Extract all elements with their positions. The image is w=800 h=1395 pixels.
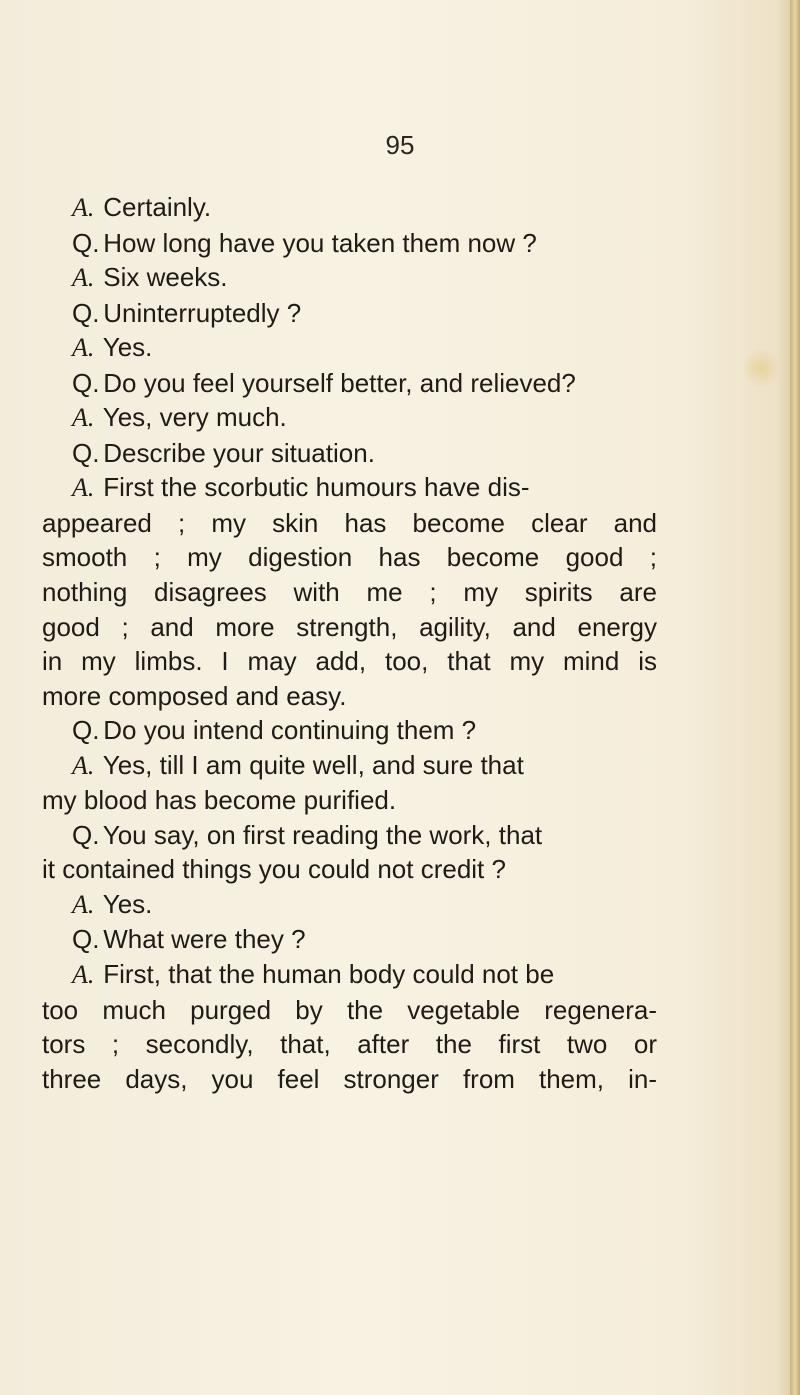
line-16 [42,713,657,748]
line-04 [42,296,657,331]
speaker-label: Q. [72,367,100,398]
line-10: appeared ; my skin has become clear and [42,507,657,538]
speaker-label: Q. [72,437,100,468]
line-15: more composed and easy. [42,680,347,711]
speaker-label: Q. [72,819,100,850]
speaker-label: A. [72,889,95,919]
paper-stain [744,345,778,391]
line-text: Six weeks. [103,262,228,293]
line-text: Yes. [102,332,153,363]
line-text: Yes. [102,888,153,919]
line-text: You say, on first reading the work, that [102,819,543,850]
speaker-label: A. [72,473,95,503]
line-14: in my limbs. I may add, too, that my mind is [42,646,657,677]
line-07 [42,400,657,436]
speaker-label: A. [72,333,95,363]
line-text: Do you intend continuing them ? [103,715,477,746]
speaker-label: Q. [72,227,100,258]
line-02 [42,226,657,261]
speaker-label: Q. [72,297,100,328]
line-24: too much purged by the vegetable regenera- [42,994,657,1025]
line-26: three days, you feel stronger from them, in- [42,1063,657,1094]
line-12: nothing disagrees with me ; my spirits are [42,577,657,608]
line-18: my blood has become purified. [42,785,397,816]
line-09 [42,470,657,506]
page-number: 95 [385,130,415,160]
line-text: First, that the human body could not be [103,959,555,990]
line-19 [42,818,657,853]
line-05 [42,330,657,366]
speaker-label: Q. [72,924,100,955]
line-23 [42,957,657,993]
line-03 [42,260,657,296]
line-08 [42,436,657,471]
line-01 [42,190,657,226]
line-text: Yes, very much. [102,402,287,433]
line-text: What were they ? [103,924,306,955]
line-text: First the scorbutic humours have dis- [103,472,530,503]
line-text: How long have you taken them now ? [103,227,537,258]
speaker-label: A. [72,263,95,293]
speaker-label: A. [72,750,95,780]
line-06 [42,366,657,401]
page-edge [790,0,800,1395]
line-13: good ; and more strength, agility, and energy [42,611,657,642]
line-22 [42,922,657,957]
line-20: it contained things you could not credit ? [42,854,506,885]
line-17 [42,748,657,784]
speaker-label: Q. [72,715,100,746]
line-text: Certainly. [103,192,212,222]
line-text: Yes, till I am quite well, and sure that [102,749,524,780]
line-text: Do you feel yourself better, and relieved? [103,367,576,398]
speaker-label: A. [72,193,95,222]
line-text: Describe your situation. [103,437,375,468]
line-21 [42,887,657,923]
line-11: smooth ; my digestion has become good ; [42,542,657,573]
line-25: tors ; secondly, that, after the first two or [42,1029,657,1060]
page-body [42,190,657,1096]
line-text: Uninterruptedly ? [103,297,302,328]
speaker-label: A. [72,403,95,433]
speaker-label: A. [72,960,95,990]
